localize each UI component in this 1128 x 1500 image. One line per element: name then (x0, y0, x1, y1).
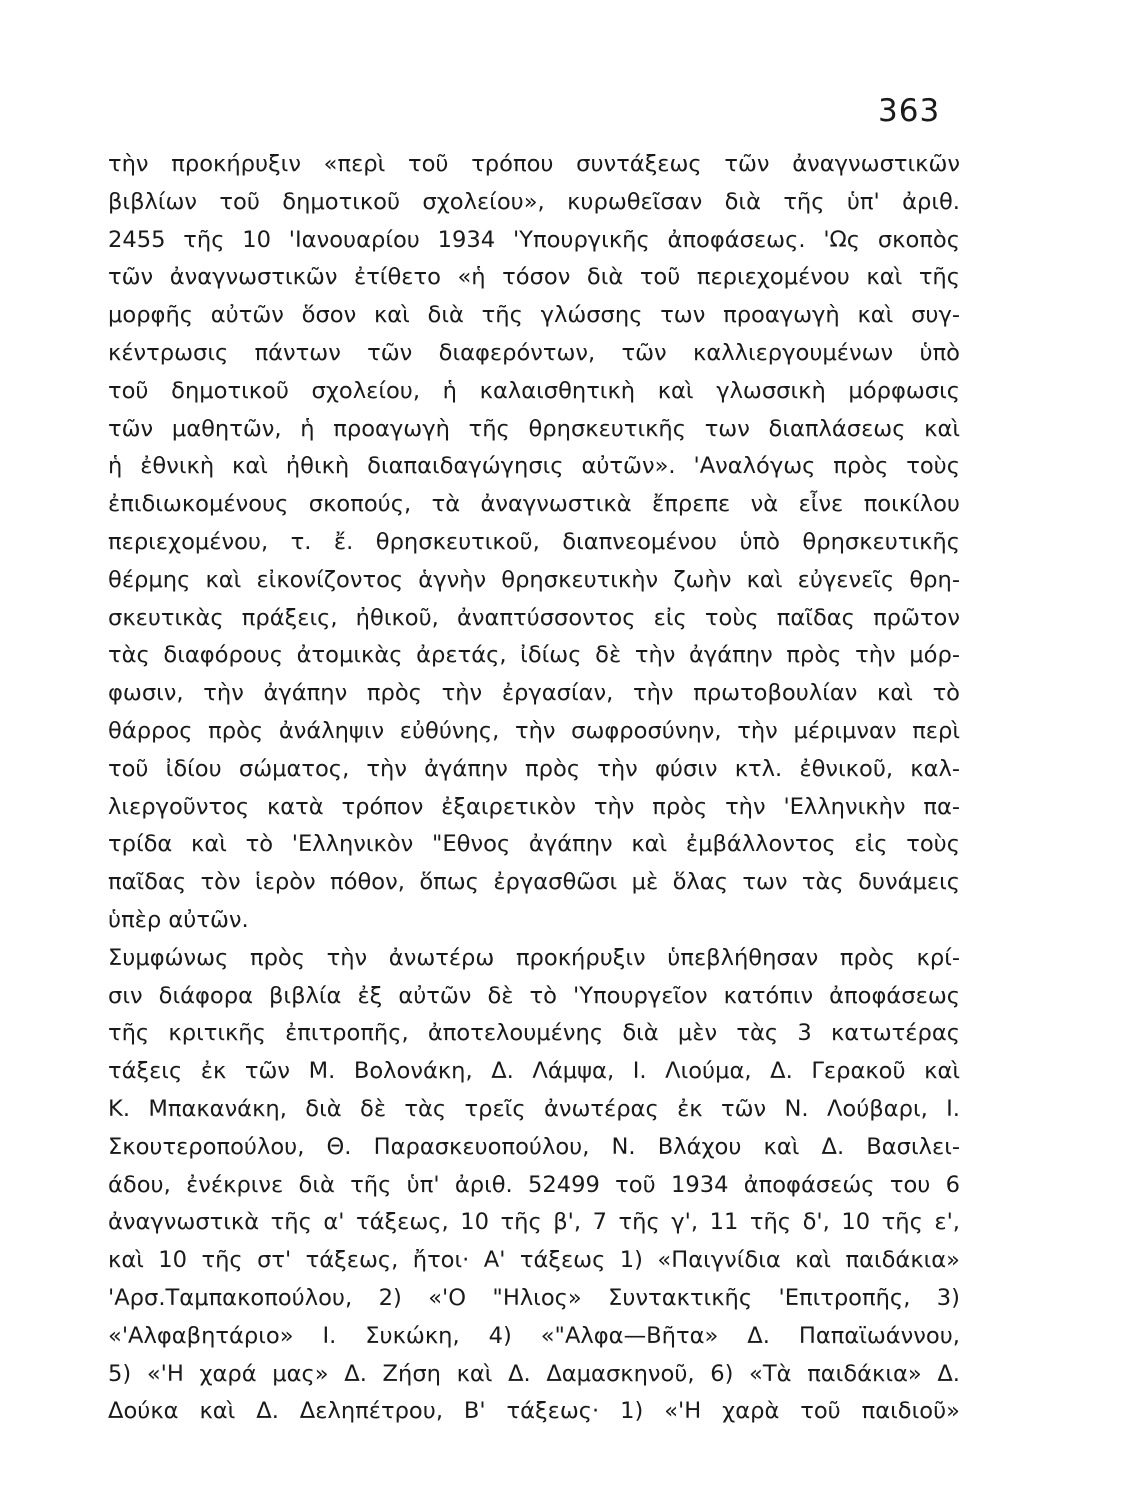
text-line: θάρρος πρὸς ἀνάληψιν εὐθύνης, τὴν σωφροσύνην, τὴν μέριμναν περὶ (108, 717, 960, 744)
text-line: «'Αλφαβητάριο» Ι. Συκώκη, 4) «"Αλφα—Βῆτα» Δ. Παπαϊωάννου, (108, 1322, 960, 1349)
text-line: τοῦ ἰδίου σώματος, τὴν ἀγάπην πρὸς τὴν φύσιν κτλ. ἐθνικοῦ, καλ- (108, 755, 960, 782)
text-line: περιεχομένου, τ. ἔ. θρησκευτικοῦ, διαπνεομένου ὑπὸ θρησκευτικῆς (108, 528, 960, 555)
text-line: τῶν μαθητῶν, ἡ προαγωγὴ τῆς θρησκευτικῆς των διαπλάσεως καὶ (108, 415, 960, 442)
text-line: ἀναγνωστικὰ τῆς α' τάξεως, 10 τῆς β', 7 τῆς γ', 11 τῆς δ', 10 τῆς ε', (108, 1209, 960, 1236)
body-text (108, 146, 960, 1431)
text-line: Δούκα καὶ Δ. Δεληπέτρου, Β' τάξεως· 1) «'Η χαρὰ τοῦ παιδιοῦ» (108, 1398, 960, 1425)
text-line: φωσιν, τὴν ἀγάπην πρὸς τὴν ἐργασίαν, τὴν πρωτοβουλίαν καὶ τὸ (108, 680, 960, 707)
text-line: Σκουτεροπούλου, Θ. Παρασκευοπούλου, Ν. Βλάχου καὶ Δ. Βασιλει- (108, 1133, 960, 1160)
text-line: 2455 τῆς 10 'Ιανουαρίου 1934 'Υπουργικῆς ἀποφάσεως. 'Ως σκοπὸς (108, 226, 960, 253)
text-line: τὰς διαφόρους ἀτομικὰς ἀρετάς, ἰδίως δὲ τὴν ἀγάπην πρὸς τὴν μόρ- (108, 642, 960, 669)
text-line: ἐπιδιωκομένους σκοπούς, τὰ ἀναγνωστικὰ ἔπρεπε νὰ εἶνε ποικίλου (108, 491, 960, 518)
text-line: τὴν προκήρυξιν «περὶ τοῦ τρόπου συντάξεως τῶν ἀναγνωστικῶν (108, 151, 960, 177)
text-line: βιβλίων τοῦ δημοτικοῦ σχολείου», κυρωθεῖσαν διὰ τῆς ὑπ' ἀριθ. (108, 188, 960, 215)
text-line: κέντρωσις πάντων τῶν διαφερόντων, τῶν καλλιεργουμένων ὑπὸ (108, 339, 960, 366)
text-line: ὑπὲρ αὐτῶν. (108, 906, 249, 933)
text-line: τρίδα καὶ τὸ 'Ελληνικὸν "Εθνος ἀγάπην καὶ ἐμβάλλοντος εἰς τοὺς (108, 831, 960, 858)
text-line: ἡ ἐθνικὴ καὶ ἠθικὴ διαπαιδαγώγησις αὐτῶν». 'Αναλόγως πρὸς τοὺς (108, 453, 960, 480)
text-line: τῆς κριτικῆς ἐπιτροπῆς, ἀποτελουμένης διὰ μὲν τὰς 3 κατωτέρας (108, 1020, 960, 1047)
text-line: καὶ 10 τῆς στ' τάξεως, ἤτοι· Α' τάξεως 1) «Παιγνίδια καὶ παιδάκια» (108, 1247, 960, 1274)
text-line: παῖδας τὸν ἱερὸν πόθον, ὅπως ἐργασθῶσι μὲ ὅλας των τὰς δυνάμεις (108, 869, 960, 896)
text-line: τῶν ἀναγνωστικῶν ἐτίθετο «ἡ τόσον διὰ τοῦ περιεχομένου καὶ τῆς (108, 264, 960, 291)
page-number: 363 (878, 93, 941, 129)
text-line: 5) «'Η χαρά μας» Δ. Ζήση καὶ Δ. Δαμασκηνοῦ, 6) «Τὰ παιδάκια» Δ. (108, 1360, 960, 1387)
text-line: λιεργοῦντος κατὰ τρόπον ἐξαιρετικὸν τὴν πρὸς τὴν 'Ελληνικὴν πα- (108, 793, 960, 820)
text-line: τοῦ δημοτικοῦ σχολείου, ἡ καλαισθητικὴ καὶ γλωσσικὴ μόρφωσις (108, 377, 960, 404)
text-line: μορφῆς αὐτῶν ὅσον καὶ διὰ τῆς γλώσσης των προαγωγὴ καὶ συγ- (108, 302, 960, 329)
text-line: θέρμης καὶ εἰκονίζοντος ἁγνὴν θρησκευτικὴν ζωὴν καὶ εὐγενεῖς θρη- (108, 566, 960, 593)
text-line: Συμφώνως πρὸς τὴν ἀνωτέρω προκήρυξιν ὑπεβλήθησαν πρὸς κρί- (108, 944, 960, 971)
text-line: τάξεις ἐκ τῶν Μ. Βολονάκη, Δ. Λάμψα, Ι. Λιούμα, Δ. Γερακοῦ καὶ (108, 1058, 960, 1085)
text-line: σιν διάφορα βιβλία ἐξ αὐτῶν δὲ τὸ 'Υπουργεῖον κατόπιν ἀποφάσεως (108, 982, 960, 1009)
text-line: Κ. Μπακανάκη, διὰ δὲ τὰς τρεῖς ἀνωτέρας ἐκ τῶν Ν. Λούβαρι, Ι. (108, 1095, 960, 1122)
text-line: 'Αρσ.Ταμπακοπούλου, 2) «'Ο "Ηλιος» Συντακτικῆς 'Επιτροπῆς, 3) (108, 1284, 960, 1311)
text-line: σκευτικὰς πράξεις, ἠθικοῦ, ἀναπτύσσοντος εἰς τοὺς παῖδας πρῶτον (108, 604, 960, 631)
text-line: άδου, ἐνέκρινε διὰ τῆς ὑπ' ἀριθ. 52499 τοῦ 1934 ἀποφάσεώς του 6 (108, 1171, 960, 1198)
